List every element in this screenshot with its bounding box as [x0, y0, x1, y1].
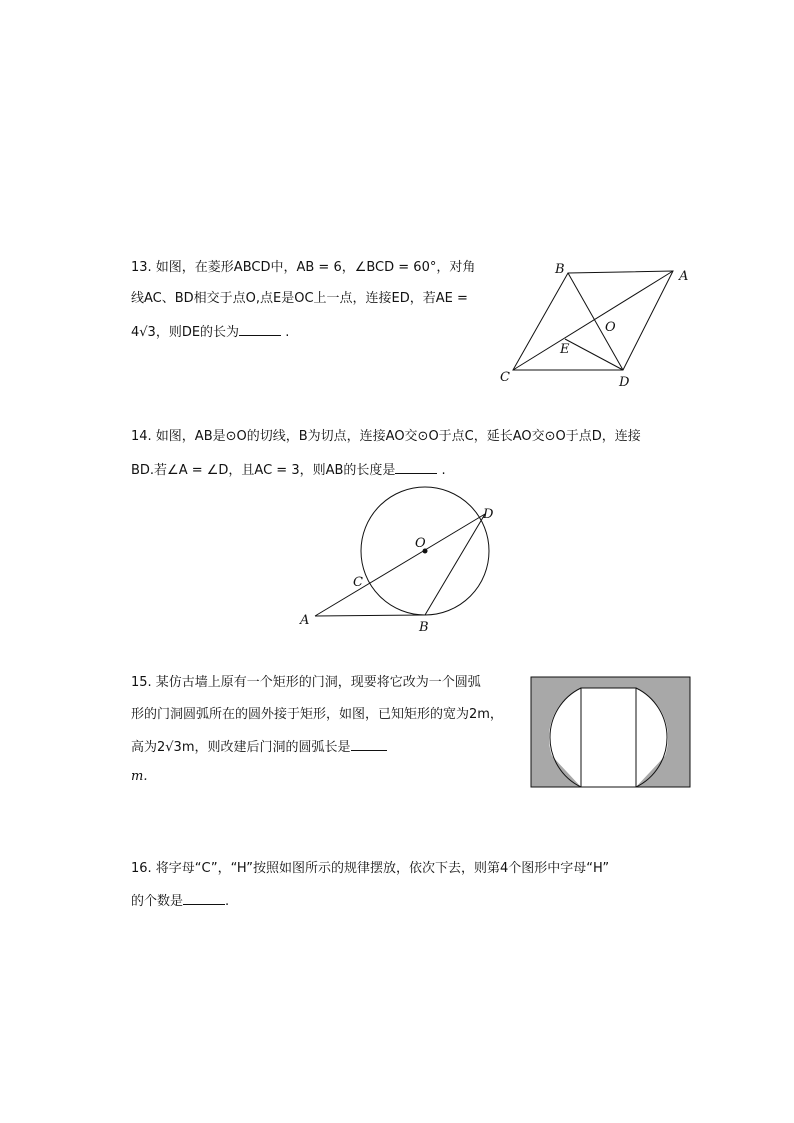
q14-line-1: 14. 如图，AB是⊙O的切线，B为切点，连接AO交⊙O于点C，延长AO交⊙O于点D，连接: [131, 429, 641, 444]
q14-line-2-end: .: [437, 463, 446, 478]
tangent-ab: [315, 615, 425, 616]
q16-line-1: 16. 将字母“C”，“H”按照如图所示的规律摆放，依次下去，则第4个图形中字母“H”: [131, 861, 610, 876]
q15-line-3: [131, 737, 387, 757]
q15-line-2: 形的门洞圆弧所在的圆外接于矩形，如图，已知矩形的宽为2m，: [131, 707, 503, 722]
label-b: B: [555, 262, 565, 277]
q14-line-2: [131, 460, 446, 480]
answer-blank-16[interactable]: [183, 891, 225, 905]
q13-line-3-end: .: [281, 325, 290, 340]
label-a: A: [300, 613, 310, 628]
segment-ad: [315, 514, 485, 616]
q16-line-2-text: 的个数是: [131, 894, 184, 909]
answer-blank-15[interactable]: [351, 737, 387, 751]
label-d: D: [619, 375, 630, 390]
q13-line-3-text: 4√3，则DE的长为: [131, 325, 240, 340]
label-c: C: [353, 575, 363, 590]
arch-doorway-figure: [530, 676, 692, 788]
answer-blank-14[interactable]: [395, 460, 437, 474]
label-o: O: [605, 320, 616, 335]
q16-line-2: [131, 891, 229, 911]
segment-bd: [425, 514, 485, 615]
q14-line-2-text: BD.若∠A = ∠D，且AC = 3，则AB的长度是: [131, 463, 396, 478]
label-d: D: [483, 507, 494, 522]
label-b: B: [419, 620, 429, 635]
q13-line-3: [131, 322, 289, 342]
rectangle-door: [581, 688, 636, 787]
q16-line-2-end: .: [225, 894, 230, 909]
label-o: O: [415, 536, 426, 551]
q13-line-1: 13. 如图，在菱形ABCD中，AB = 6，∠BCD = 60°，对角: [131, 260, 476, 275]
label-e: E: [560, 342, 570, 357]
q13-line-2: 线AC、BD相交于点O,点E是OC上一点，连接ED，若AE =: [131, 291, 468, 306]
diagonal-ac: [513, 271, 673, 370]
q15-line-1: 15. 某仿古墙上原有一个矩形的门洞，现要将它改为一个圆弧: [131, 675, 481, 690]
label-c: C: [500, 370, 510, 385]
circle-tangent-figure: [295, 500, 510, 635]
q15-line-4: m.: [131, 769, 148, 784]
rhombus-figure: [495, 258, 705, 393]
q15-line-3-text: 高为2√3m，则改建后门洞的圆弧长是: [131, 740, 351, 755]
answer-blank-13[interactable]: [239, 322, 281, 336]
label-a: A: [679, 269, 689, 284]
